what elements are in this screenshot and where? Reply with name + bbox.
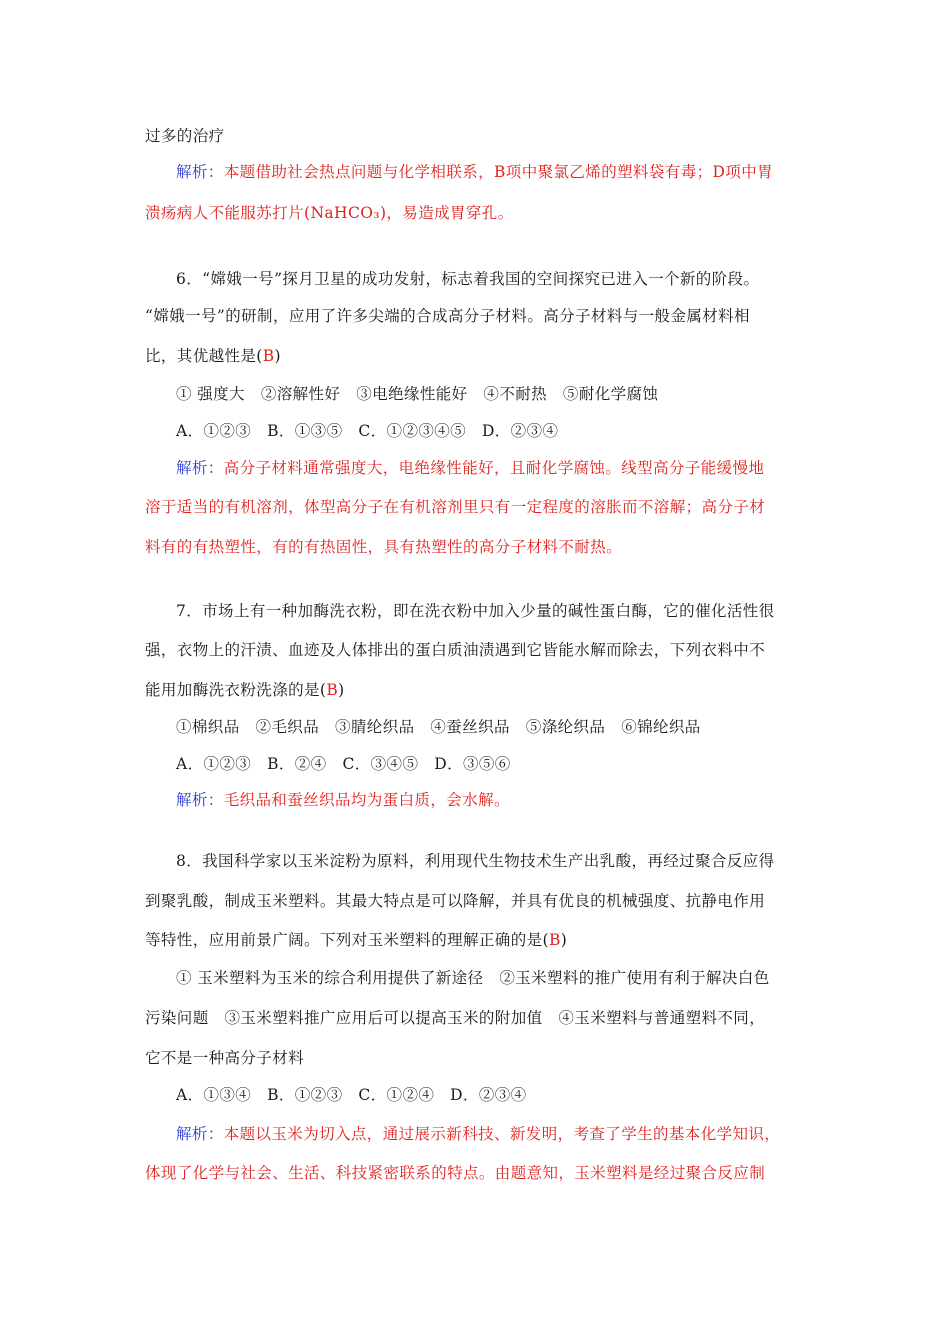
q6-analysis-line-1 <box>176 458 816 478</box>
q8-analysis-line-2: 体现了化学与社会、生活、科技紧密联系的特点。由题意知，玉米塑料是经过聚合反应制 <box>145 1164 766 1182</box>
q8-options-line-3: 它不是一种高分子材料 <box>145 1049 305 1067</box>
q6-analysis-line-3: 料有的有热塑性，有的有热固性，具有热塑性的高分子材料不耐热。 <box>145 538 623 556</box>
q8-analysis-line-1 <box>176 1124 816 1144</box>
q6-answer: B <box>262 347 275 365</box>
analysis-label: 解析： <box>176 791 224 809</box>
q8-options-line-1: ① 玉米塑料为玉米的综合利用提供了新途径 ②玉米塑料的推广使用有利于解决白色 <box>176 969 770 987</box>
q6-stem-line-1: 6．“嫦娥一号”探月卫星的成功发射，标志着我国的空间探究已进入一个新的阶段。 <box>176 270 760 288</box>
q8-stem-line-1: 8．我国科学家以玉米淀粉为原料，利用现代生物技术生产出乳酸，再经过聚合反应得 <box>176 852 775 870</box>
q7-options: ①棉织品 ②毛织品 ③腈纶织品 ④蚕丝织品 ⑤涤纶织品 ⑥锦纶织品 <box>176 718 701 736</box>
q7-stem-line-1: 7．市场上有一种加酶洗衣粉，即在洗衣粉中加入少量的碱性蛋白酶，它的催化活性很 <box>176 602 775 620</box>
q8-answer: B <box>548 931 561 949</box>
analysis-label: 解析： <box>176 1125 224 1143</box>
q5-analysis-line-1 <box>176 162 816 182</box>
q6-analysis-line-2: 溶于适当的有机溶剂，体型高分子在有机溶剂里只有一定程度的溶胀而不溶解；高分子材 <box>145 498 766 516</box>
q7-stem-line-3: 能用加酶洗衣粉洗涤的是(B) <box>145 681 345 699</box>
q7-analysis-line-1 <box>176 790 816 810</box>
analysis-text: 本题以玉米为切入点，通过展示新科技、新发明，考查了学生的基本化学知识， <box>223 1125 781 1143</box>
q7-answer: B <box>326 681 339 699</box>
analysis-text: 本题借助社会热点问题与化学相联系，B项中聚氯乙烯的塑料袋有毒；D项中胃 <box>223 163 774 181</box>
analysis-text: 高分子材料通常强度大，电绝缘性能好，且耐化学腐蚀。线型高分子能缓慢地 <box>223 459 765 477</box>
q7-choices: A．①②③ B．②④ C．③④⑤ D．③⑤⑥ <box>176 755 511 773</box>
q6-choices: A．①②③ B．①③⑤ C．①②③④⑤ D．②③④ <box>176 422 559 440</box>
analysis-label: 解析： <box>176 163 224 181</box>
q6-options: ① 强度大 ②溶解性好 ③电绝缘性能好 ④不耐热 ⑤耐化学腐蚀 <box>176 385 659 403</box>
q6-stem-line-2: “嫦娥一号”的研制，应用了许多尖端的合成高分子材料。高分子材料与一般金属材料相 <box>145 307 750 325</box>
analysis-label: 解析： <box>176 459 224 477</box>
q8-options-line-2: 污染问题 ③玉米塑料推广应用后可以提高玉米的附加值 ④玉米塑料与普通塑料不同， <box>145 1009 766 1027</box>
q5-analysis-line-2: 溃疡病人不能服苏打片(NaHCO₃)，易造成胃穿孔。 <box>145 204 514 222</box>
q7-stem-line-2: 强，衣物上的汗渍、血迹及人体排出的蛋白质油渍遇到它皆能水解而除去，下列衣料中不 <box>145 641 766 659</box>
q6-stem-line-3: 比，其优越性是(B) <box>145 347 281 365</box>
q8-choices: A．①③④ B．①②③ C．①②④ D．②③④ <box>176 1086 527 1104</box>
continued-text: 过多的治疗 <box>145 127 225 145</box>
q8-stem-line-2: 到聚乳酸，制成玉米塑料。其最大特点是可以降解，并具有优良的机械强度、抗静电作用 <box>145 892 766 910</box>
analysis-text: 毛织品和蚕丝织品均为蛋白质，会水解。 <box>223 791 510 809</box>
q8-stem-line-3: 等特性，应用前景广阔。下列对玉米塑料的理解正确的是(B) <box>145 931 568 949</box>
